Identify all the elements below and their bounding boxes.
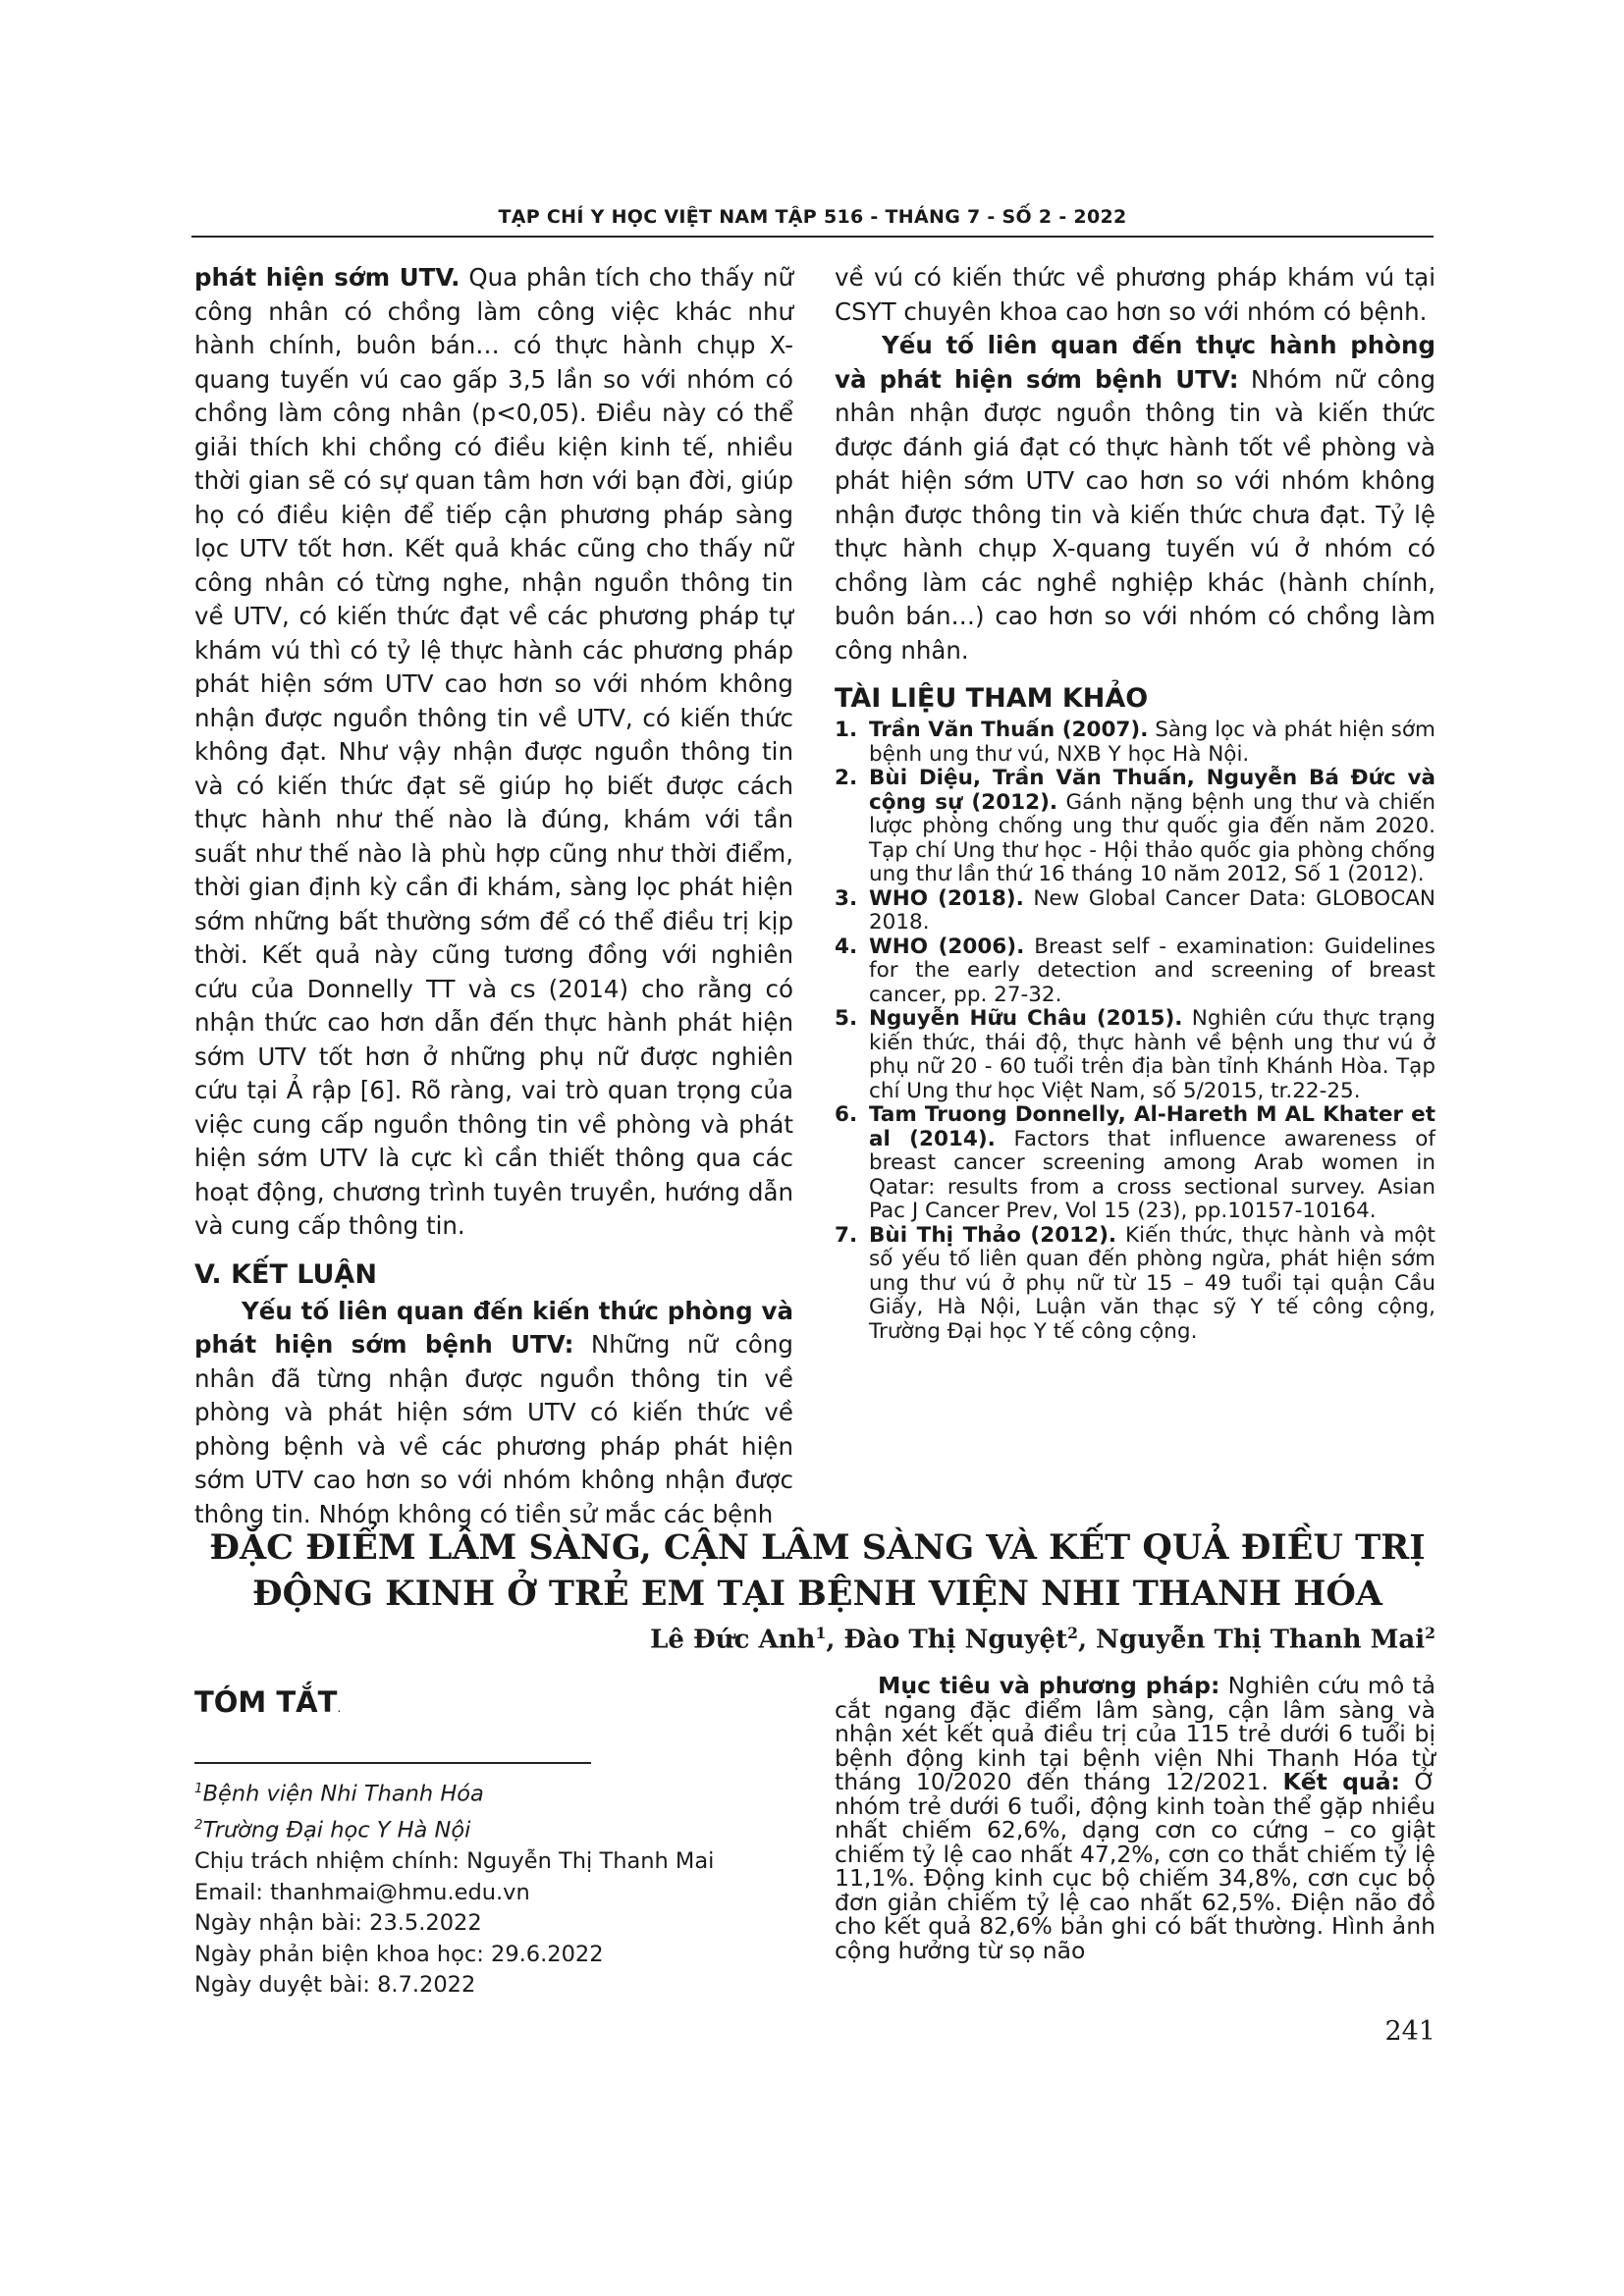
journal-header: TẠP CHÍ Y HỌC VIỆT NAM TẬP 516 - THÁNG 7 - SỐ 2 - 2022 [498, 206, 1127, 228]
reference-body [869, 767, 1435, 887]
affiliation-2-mark: 2 [194, 1817, 203, 1833]
reference-author-year: Bùi Diệu, Trần Văn Thuấn, Nguyễn Bá Đức và cộng sự (2012). [869, 766, 1435, 815]
author-1: Lê Đức Anh [650, 1625, 816, 1655]
reference-number: 6. [835, 1102, 858, 1127]
footnote-rule [194, 1762, 591, 1764]
reference-body [869, 1224, 1435, 1345]
affiliation-1-text: Bệnh viện Nhi Thanh Hóa [202, 1781, 484, 1807]
right-paragraph-1: về vú có kiến thức về phương pháp khám vú tại CSYT chuyên khoa cao hơn so với nhóm có bệnh. [835, 263, 1435, 326]
reference-text: Breast self - examination: Guidelines for the early detection and screening of breast cancer, pp. 27-32. [869, 934, 1435, 1007]
date-accepted: Ngày duyệt bài: 8.7.2022 [194, 1972, 476, 1998]
corresponding-author: Chịu trách nhiệm chính: Nguyễn Thị Thanh Mai [194, 1848, 715, 1874]
left-p2-text: Những nữ công nhân đã từng nhận được nguồn thông tin về phòng và phát hiện sớm UTV có kiến thức về phòng bệnh và về các phương pháp phát hiện sớm UTV cao hơn so với nhóm không nhận được thông tin. Nhóm không có tiền sử mắc các bệnh [194, 1330, 793, 1528]
summary-heading-text: TÓM TẮT [194, 1685, 338, 1719]
reference-item [835, 935, 1435, 1008]
corresponding-email: Email: thanhmai@hmu.edu.vn [194, 1879, 530, 1905]
author-3-affiliation: 2 [1425, 1624, 1435, 1642]
article-title-line-2: ĐỘNG KINH Ở TRẺ EM TẠI BỆNH VIỆN NHI THANH HÓA [252, 1574, 1382, 1614]
page-number: 241 [1384, 2016, 1435, 2047]
reference-author-year: Tam Truong Donnelly, Al-Hareth M AL Khater et al (2014). [869, 1102, 1435, 1151]
reference-author-year: Trần Văn Thuấn (2007). [869, 718, 1149, 742]
reference-text: New Global Cancer Data: GLOBOCAN 2018. [869, 885, 1435, 934]
abstract-paragraph [835, 1674, 1435, 1962]
author-3: Nguyễn Thị Thanh Mai [1096, 1625, 1426, 1655]
affiliation-1 [194, 1774, 803, 1810]
date-received: Ngày nhận bài: 23.5.2022 [194, 1910, 482, 1936]
left-p1-text: Qua phân tích cho thấy nữ công nhân có chồng làm công việc khác như hành chính, buôn bán… có thực hành chụp X-quang tuyến vú cao gấp 3,5 lần so với nhóm có chồng làm công nhân (p<0,05). Điều này có thể giải thích khi chồng có điều kiện kinh tế, nhiều thời gian sẽ có sự quan tâm hơn với bạn đời, giúp họ có điều kiện để tiếp cận phương pháp sàng lọc UTV tốt hơn. Kết quả khác cũng cho thấy nữ công nhân có từng nghe, nhận nguồn thông tin về UTV, có kiến thức đạt về các phương pháp tự khám vú thì có tỷ lệ thực hành các phương pháp phát hiện sớm UTV cao hơn so với nhóm không nhận được nguồn thông tin về UTV, có kiến thức không đạt. Như vậy nhận được nguồn thông tin và có kiến thức đạt sẽ giúp họ biết được cách thực hành như thế nào là đúng, khám với tần suất như thế nào là phù hợp cũng như thời điểm, thời gian định kỳ cần đi khám, sàng lọc phát hiện sớm những bất thường sớm để có thể điều trị kịp thời. Kết quả này cũng tương đồng với nghiên cứu của Donnelly TT và cs (2014) cho rằng có nhận thức cao hơn dẫn đến thực hành phát hiện sớm UTV tốt hơn ở những phụ nữ được nghiên cứu tại Ả rập [6]. Rõ ràng, vai trò quan trọng của việc cung cấp nguồn thông tin về phòng và phát hiện sớm UTV là cực kì cần thiết thông qua các hoạt động, chương trình tuyên truyền, hướng dẫn và cung cấp thông tin. [194, 263, 794, 1240]
reference-number: 4. [835, 934, 858, 959]
abstract-text-results: Ở nhóm trẻ dưới 6 tuổi, động kinh toàn thể gặp nhiều nhất chiếm 62,6%, dạng cơn co cứng – co giật chiếm tỷ lệ cao nhất 47,2%, cơn co thắt chiếm tỷ lệ 11,1%. Động kinh cục bộ chiếm 34,8%, cơn cục bộ đơn giản chiếm tỷ lệ cao nhất 62,5%. Điện não đồ cho kết quả 82,6% bản ghi có bất thường. Hình ảnh cộng hưởng từ sọ não [835, 1768, 1435, 1964]
affiliation-2 [194, 1810, 803, 1846]
reference-author-year: WHO (2006). [869, 934, 1025, 959]
summary-heading [194, 1685, 341, 1719]
reference-text: Sàng lọc và phát hiện sớm bệnh ung thư vú, NXB Y học Hà Nội. [869, 718, 1435, 767]
reference-author-year: WHO (2018). [869, 885, 1024, 911]
header-rule [191, 236, 1434, 238]
affiliation-2-text: Trường Đại học Y Hà Nội [202, 1817, 471, 1843]
affiliation-1-mark: 1 [194, 1781, 203, 1796]
reference-body [869, 719, 1435, 767]
reference-item [835, 1224, 1435, 1345]
reference-body [869, 1103, 1435, 1224]
abstract-text-objective: Nghiên cứu mô tả cắt ngang đặc điểm lâm sàng, cận lâm sàng và nhận xét kết quả điều trị của 115 trẻ dưới 6 tuổi bị bệnh động kinh tại bệnh viện Nhi Thanh Hóa từ tháng 10/2020 đến tháng 12/2021. [835, 1672, 1436, 1795]
reference-body [869, 887, 1435, 935]
right-p2-text: Nhóm nữ công nhân nhận được nguồn thông tin và kiến thức được đánh giá đạt có thực hành tốt về phòng và phát hiện sớm UTV cao hơn so với nhóm không nhận được thông tin và kiến thức chưa đạt. Tỷ lệ thực hành chụp X-quang tuyến vú ở nhóm có chồng làm các nghề nghiệp khác (hành chính, buôn bán…) cao hơn so với nhóm có chồng làm công nhân. [835, 364, 1435, 665]
abstract-label-results: Kết quả: [1282, 1768, 1400, 1795]
author-2: Đào Thị Nguyệt [843, 1625, 1068, 1655]
right-column [835, 261, 1435, 1344]
reference-number: 5. [835, 1006, 858, 1031]
author-2-affiliation: 2 [1067, 1624, 1078, 1642]
author-separator: , [826, 1625, 844, 1655]
left-paragraph-2 [194, 1295, 793, 1532]
author-line [650, 1624, 1435, 1655]
left-p2-bold: Yếu tố liên quan đến kiến thức phòng và phát hiện sớm bệnh UTV: [194, 1296, 793, 1359]
references-heading: TÀI LIỆU THAM KHẢO [835, 683, 1149, 714]
reference-item [835, 1007, 1435, 1103]
reference-text: Nghiên cứu thực trạng kiến thức, thái độ, thực hành về bệnh ung thư vú ở phụ nữ 20 - 60 tuổi trên địa bàn tỉnh Khánh Hòa. Tạp chí Ung thư học Việt Nam, số 5/2015, tr.22-25. [869, 1006, 1435, 1103]
article-title [196, 1524, 1438, 1617]
reference-text: Gánh nặng bệnh ung thư và chiến lược phòng chống ung thư quốc gia đến năm 2020. Tạp chí Ung thư học - Hội thảo quốc gia phòng chống ung thư lần thứ 16 tháng 10 năm 2012, Số 1 (2012). [869, 789, 1435, 886]
author-1-affiliation: 1 [815, 1624, 827, 1642]
left-column [194, 261, 793, 1531]
left-paragraph-1 [194, 261, 793, 1244]
reference-item [835, 1103, 1435, 1224]
reference-item [835, 719, 1435, 767]
reference-author-year: Bùi Thị Thảo (2012). [869, 1222, 1117, 1248]
reference-number: 1. [835, 718, 858, 742]
reference-item [835, 887, 1435, 935]
reference-list [835, 719, 1435, 1344]
reference-text: Factors that influence awareness of breast cancer screening among Arab women in Qatar: results from a cross sectional survey. Asian Pac J Cancer Prev, Vol 15 (23), pp.10157-10164. [869, 1126, 1436, 1223]
reference-body [869, 935, 1435, 1008]
date-reviewed: Ngày phản biện khoa học: 29.6.2022 [194, 1941, 604, 1967]
section-heading-conclusion: V. KẾT LUẬN [194, 1258, 377, 1290]
right-p2-bold: Yếu tố liên quan đến thực hành phòng và phát hiện sớm bệnh UTV: [835, 331, 1435, 394]
abstract-label-objective: Mục tiêu và phương pháp: [878, 1672, 1220, 1699]
reference-number: 3. [835, 885, 858, 911]
right-paragraph-2 [835, 329, 1435, 667]
reference-number: 2. [835, 766, 858, 790]
reference-body [869, 1007, 1435, 1103]
reference-number: 7. [835, 1222, 858, 1248]
author-separator: , [1077, 1625, 1097, 1655]
abstract [835, 1674, 1435, 1962]
footnotes [194, 1774, 803, 2002]
summary-heading-mark: . [337, 1701, 342, 1715]
article-title-line-1: ĐẶC ĐIỂM LÂM SÀNG, CẬN LÂM SÀNG VÀ KẾT QUẢ ĐIỀU TRỊ [209, 1527, 1426, 1568]
reference-item [835, 767, 1435, 887]
reference-text: Kiến thức, thực hành và một số yếu tố liên quan đến phòng ngừa, phát hiện sớm ung thư vú ở phụ nữ từ 15 – 49 tuổi tại quận Cầu Giấy, Hà Nội, Luận văn thạc sỹ Y tế công cộng, Trường Đại học Y tế công cộng. [869, 1222, 1435, 1344]
left-p1-bold: phát hiện sớm UTV. [194, 263, 460, 292]
reference-author-year: Nguyễn Hữu Châu (2015). [869, 1006, 1183, 1031]
